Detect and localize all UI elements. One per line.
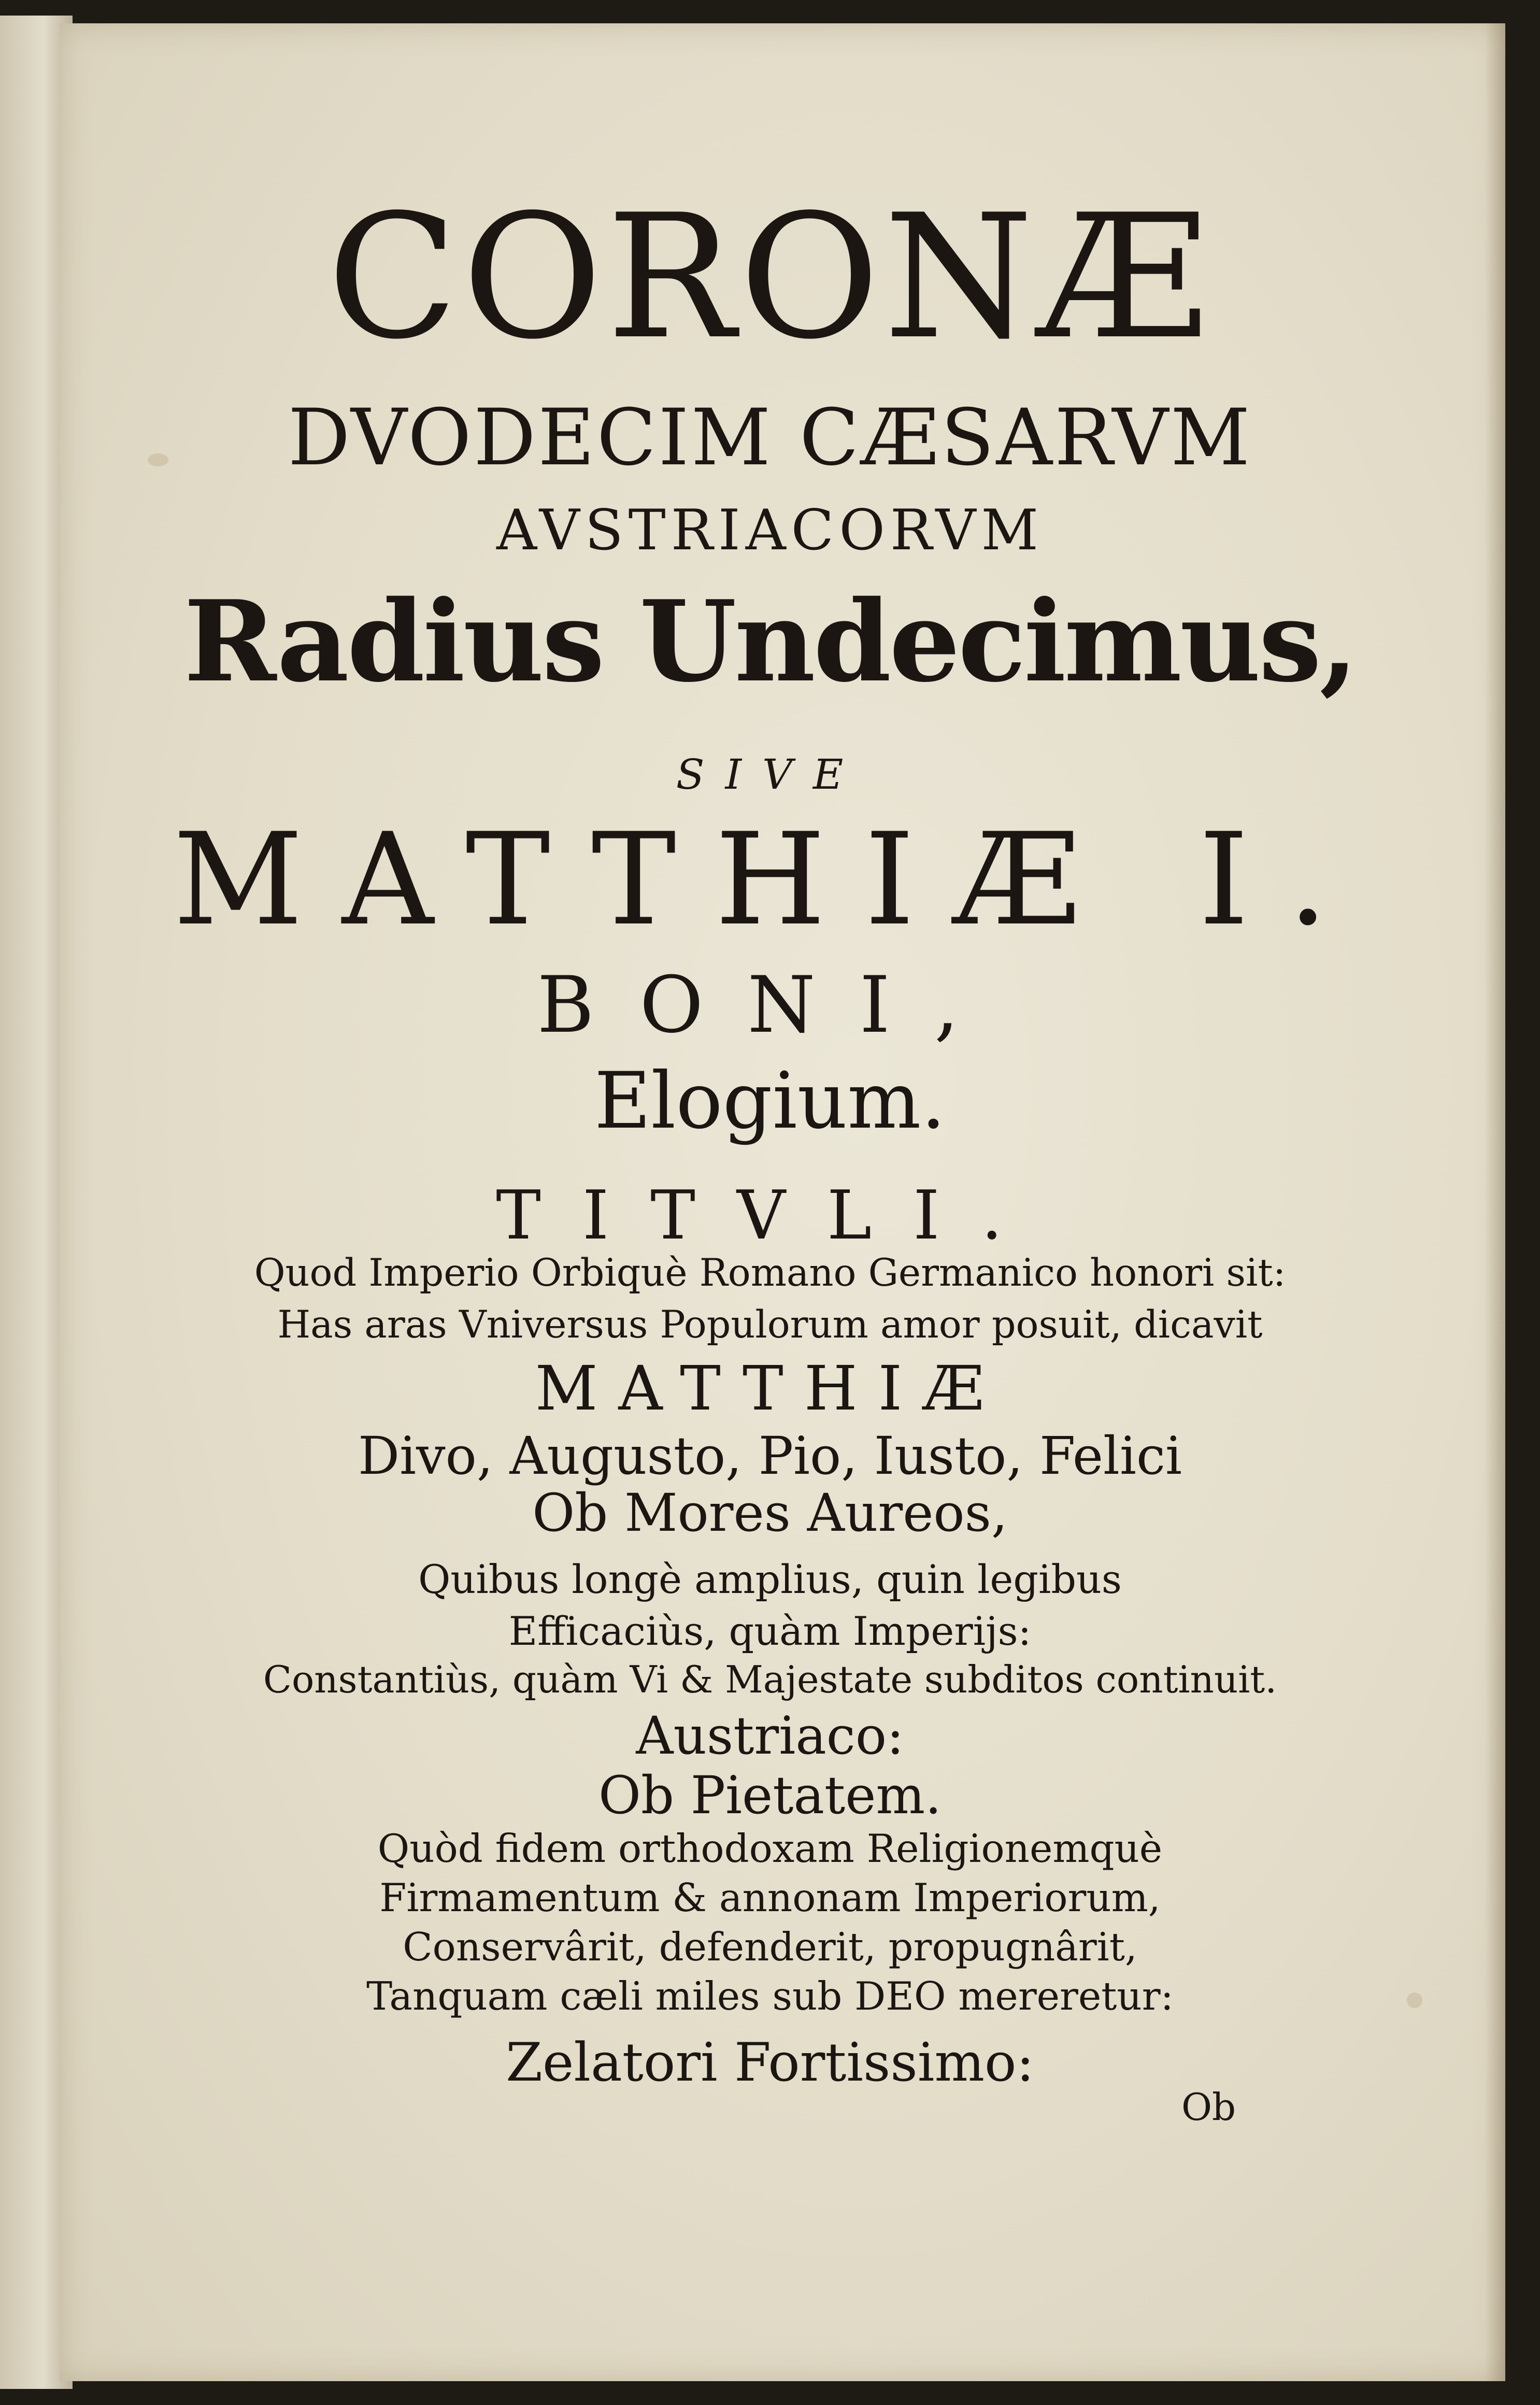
- text-line: Efficaciùs, quàm Imperijs:: [508, 1608, 1032, 1654]
- text-line: Ob Mores Aureos,: [532, 1483, 1008, 1543]
- text-line: Quod Imperio Orbiquè Romano Germanico honori sit:: [254, 1251, 1286, 1295]
- text-pietatem: Ob Pietatem.: [598, 1765, 942, 1826]
- text-line: Tanquam cæli miles sub DEO mereretur:: [366, 1973, 1174, 2019]
- text-line: Firmamentum & annonam Imperiorum,: [379, 1875, 1161, 1920]
- title-elogium: Elogium.: [594, 1056, 946, 1146]
- catchword: Ob: [1181, 2085, 1236, 2129]
- text-line: Has aras Vniversus Populorum amor posuit, dicavit: [277, 1303, 1263, 1347]
- text-line: Quibus longè amplius, quin legibus: [418, 1556, 1122, 1602]
- text-matthiae: MATTHIÆ: [535, 1353, 1005, 1424]
- title-radius: Radius Undecimus,: [183, 576, 1357, 707]
- heading-tituli: TITVLI.: [496, 1176, 1044, 1255]
- title-matthiae: MATTHIÆ I.: [173, 806, 1367, 954]
- title-sive: SIVE: [676, 750, 864, 799]
- text-austriaco: Austriaco:: [636, 1705, 904, 1766]
- text-line: Conservârit, defenderit, propugnârit,: [403, 1924, 1137, 1970]
- title-boni: BONI,: [537, 960, 1003, 1050]
- title-coronae: CORONÆ: [327, 178, 1213, 377]
- text-line: Divo, Augusto, Pio, Iusto, Felici: [358, 1426, 1182, 1486]
- text-line: Quòd fidem orthodoxam Religionemquè: [377, 1826, 1163, 1871]
- title-austriacorum: AVSTRIACORVM: [496, 498, 1044, 563]
- title-duodecim: DVODECIM CÆSARVM: [288, 393, 1252, 483]
- text-zelatori: Zelatori Fortissimo:: [506, 2032, 1034, 2094]
- text-line: Constantiùs, quàm Vi & Majestate subditos continuit.: [263, 1658, 1277, 1701]
